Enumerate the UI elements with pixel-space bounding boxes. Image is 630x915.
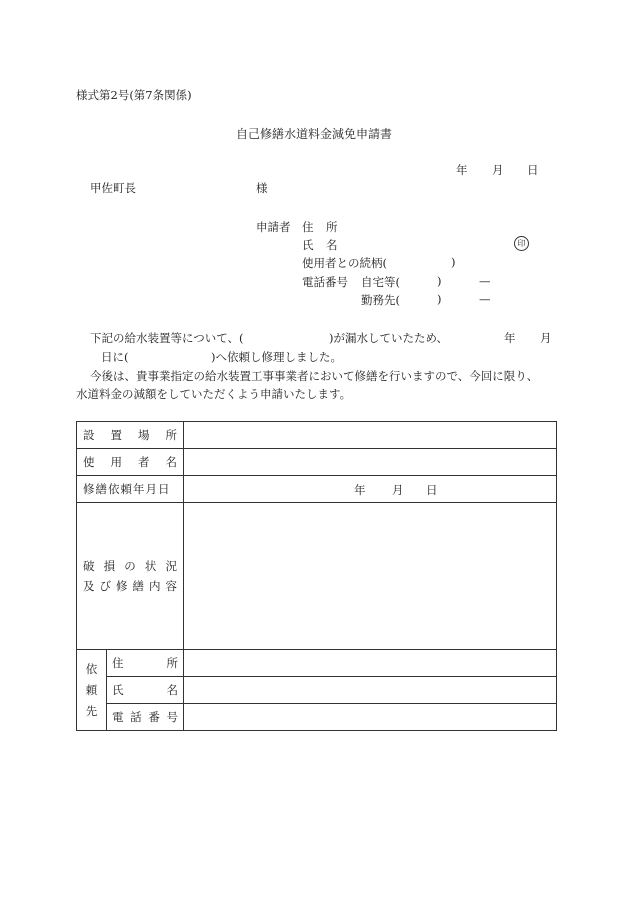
damage-label-char: 及: [83, 579, 95, 593]
damage-label-char: 内: [149, 579, 161, 593]
contractor-phone-field[interactable]: [184, 704, 557, 731]
phone-work-label: 勤務先(: [361, 293, 400, 307]
row-contractor-address: [77, 650, 557, 677]
row-damage: [77, 503, 557, 650]
date-month: 月: [492, 163, 504, 177]
location-label-char: 置: [110, 428, 122, 442]
form-number: 様式第2号(第7条関係): [76, 88, 192, 102]
phone-home-close: ): [437, 274, 442, 288]
row-user: [77, 449, 557, 476]
body-line1-a: 下記の給水装置等について、(: [90, 331, 244, 345]
body-line2-b: )へ依頼し修理しました。: [211, 350, 342, 364]
application-table: [76, 421, 557, 731]
body-line1-b: )が漏水していたため、: [329, 331, 449, 345]
row-contractor-name: [77, 677, 557, 704]
user-field[interactable]: [184, 449, 557, 476]
applicant-name-label-2: 名: [326, 238, 338, 252]
location-label-cell: [77, 422, 184, 449]
contractor-address-field[interactable]: [184, 650, 557, 677]
damage-label-char: 修: [116, 579, 128, 593]
contractor-address-char: 住: [112, 656, 124, 670]
damage-label-char: の: [124, 559, 136, 573]
body-line1-month: 月: [540, 331, 552, 345]
repair-date-year: 年: [354, 483, 366, 497]
body-line2-a: 日に(: [101, 350, 129, 364]
phone-label: 電話番号: [302, 275, 348, 289]
contractor-name-field[interactable]: [184, 677, 557, 704]
repair-date-label-cell: [77, 476, 184, 503]
user-label-char: 名: [165, 455, 177, 469]
location-label-char: 所: [165, 428, 177, 442]
damage-label-char: 損: [103, 559, 116, 573]
damage-label-char: 破: [83, 559, 95, 573]
repair-date-field[interactable]: [184, 476, 557, 503]
contractor-phone-char: 番: [148, 710, 160, 724]
phone-work-dash: —: [479, 292, 491, 306]
damage-label-char: 繕: [132, 579, 144, 593]
relation-label: 使用者との続柄(: [302, 256, 387, 270]
damage-label-cell: [77, 503, 184, 650]
applicant-name-label-1: 氏: [302, 238, 314, 252]
phone-home-dash: —: [479, 274, 491, 288]
user-label-cell: [77, 449, 184, 476]
row-contractor-phone: [77, 704, 557, 731]
damage-label-char: 容: [165, 579, 177, 593]
body-line4: 水道料金の減額をしていただくよう申請いたします。: [76, 387, 352, 401]
repair-date-label: 修繕依頼年月日: [83, 482, 171, 496]
contractor-phone-char: 号: [166, 710, 178, 724]
applicant-label: 申請者: [256, 220, 291, 234]
contractor-name-label-cell: [107, 677, 184, 704]
phone-work-close: ): [437, 292, 442, 306]
addressee-honorific: 様: [256, 181, 268, 195]
user-label-char: 者: [138, 455, 150, 469]
damage-label-char: び: [99, 579, 111, 593]
body-line3: 今後は、貴事業指定の給水装置工事事業者において修繕を行いますので、今回に限り、: [90, 369, 539, 383]
location-label-char: 場: [138, 428, 150, 442]
form-title: 自己修繕水道料金減免申請書: [236, 127, 393, 141]
addressee-name: 甲佐町長: [90, 181, 136, 195]
contractor-label-char: 頼: [85, 682, 98, 697]
row-location: [77, 422, 557, 449]
applicant-address-label-1: 住: [302, 220, 314, 234]
contractor-phone-char: 電: [112, 710, 124, 724]
damage-field[interactable]: [184, 503, 557, 650]
user-label-char: 使: [83, 455, 95, 469]
date-day: 日: [527, 163, 539, 177]
row-repair-date: [77, 476, 557, 503]
contractor-label-char: 依: [85, 661, 98, 676]
damage-label-char: 状: [144, 559, 157, 573]
contractor-address-char: 所: [166, 656, 178, 670]
location-field[interactable]: [184, 422, 557, 449]
date-year: 年: [456, 163, 468, 177]
repair-date-month: 月: [392, 483, 404, 497]
contractor-label-cell: [77, 650, 107, 731]
location-label-char: 設: [83, 428, 95, 442]
contractor-address-label-cell: [107, 650, 184, 677]
seal-mark: 印: [514, 236, 529, 251]
contractor-phone-char: 話: [130, 710, 142, 724]
contractor-name-char: 名: [166, 683, 178, 697]
repair-date-day: 日: [426, 483, 438, 497]
applicant-address-label-2: 所: [326, 220, 338, 234]
contractor-label-char: 先: [85, 703, 98, 718]
damage-label-char: 況: [165, 559, 177, 573]
user-label-char: 用: [110, 455, 122, 469]
contractor-phone-label-cell: [107, 704, 184, 731]
contractor-name-char: 氏: [112, 683, 124, 697]
relation-close: ): [451, 255, 456, 269]
phone-home-label: 自宅等(: [361, 275, 400, 289]
body-line1-year: 年: [504, 331, 516, 345]
